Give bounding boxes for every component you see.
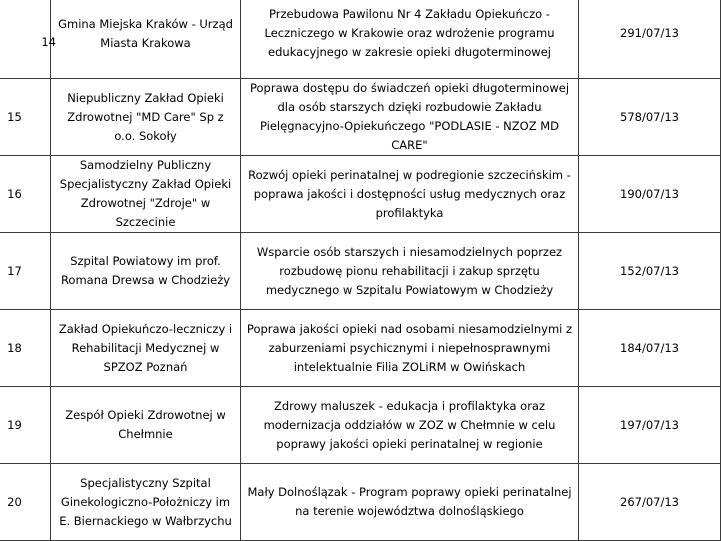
row-number-cell: 17: [0, 233, 51, 310]
beneficiary-cell: Zespół Opieki Zdrowotnej w Chełmnie: [51, 387, 241, 464]
row-number-cell: 15: [0, 79, 51, 156]
table-row: [0, 0, 721, 79]
reference-number-cell: 152/07/13: [579, 233, 721, 310]
row-number-cell: 20: [0, 464, 51, 541]
row-number: 14: [41, 35, 56, 49]
table-row: [0, 387, 721, 464]
project-title-cell: Mały Dolnoślązak - Program poprawy opieki perinatalnej na terenie województwa dolnośląskiego: [241, 464, 579, 541]
table-row: [0, 79, 721, 156]
beneficiary-cell: Gmina Miejska Kraków - Urząd Miasta Krakowa: [51, 0, 241, 79]
table-row: [0, 310, 721, 387]
reference-number-cell: 184/07/13: [579, 310, 721, 387]
table-row: [0, 156, 721, 233]
row-number-cell: [0, 0, 56, 79]
project-title-cell: Rozwój opieki perinatalnej w podregionie szczecińskim -poprawa jakości i dostępności usług medycznych oraz profilaktyka: [241, 156, 579, 233]
project-title-cell: Poprawa dostępu do świadczeń opieki długoterminowej dla osób starszych dzięki rozbudowie Zakładu Pielęgnacyjno-Opiekuńczego "PODLASIE - NZOZ MD CARE": [241, 79, 579, 156]
reference-number-cell: 190/07/13: [579, 156, 721, 233]
beneficiary-cell: Zakład Opiekuńczo-leczniczy i Rehabilitacji Medycznej w SPZOZ Poznań: [51, 310, 241, 387]
project-title-cell: Poprawa jakości opieki nad osobami niesamodzielnymi z zaburzeniami psychicznymi i niepełnosprawnymi intelektualnie Filia ZOLiRM w Owińskach: [241, 310, 579, 387]
project-title-cell: Zdrowy maluszek - edukacja i profilaktyka oraz modernizacja oddziałów w ZOZ w Chełmnie w celu poprawy jakości opieki perinatalnej w regionie: [241, 387, 579, 464]
reference-number-cell: 578/07/13: [579, 79, 721, 156]
table-row: [0, 464, 721, 541]
row-number-cell: 19: [0, 387, 51, 464]
table-row: [0, 233, 721, 310]
beneficiary-cell: Szpital Powiatowy im prof. Romana Drewsa w Chodzieży: [51, 233, 241, 310]
beneficiary-cell: Niepubliczny Zakład Opieki Zdrowotnej "MD Care" Sp z o.o. Sokoły: [51, 79, 241, 156]
beneficiary-cell: Samodzielny Publiczny Specjalistyczny Zakład Opieki Zdrowotnej "Zdroje" w Szczecinie: [51, 156, 241, 233]
row-number-cell: 18: [0, 310, 51, 387]
beneficiary-cell: Specjalistyczny Szpital Ginekologiczno-Położniczy im E. Biernackiego w Wałbrzychu: [51, 464, 241, 541]
project-title-cell: Przebudowa Pawilonu Nr 4 Zakładu Opiekuńczo -Leczniczego w Krakowie oraz wdrożenie programu edukacyjnego w zakresie opieki długoterminowej: [241, 0, 579, 79]
reference-number-cell: 197/07/13: [579, 387, 721, 464]
row-number-cell: 16: [0, 156, 51, 233]
project-title-cell: Wsparcie osób starszych i niesamodzielnych poprzez rozbudowę pionu rehabilitacji i zakup sprzętu medycznego w Szpitalu Powiatowym w Chodzieży: [241, 233, 579, 310]
reference-number-cell: 267/07/13: [579, 464, 721, 541]
reference-number-cell: 291/07/13: [579, 0, 721, 79]
